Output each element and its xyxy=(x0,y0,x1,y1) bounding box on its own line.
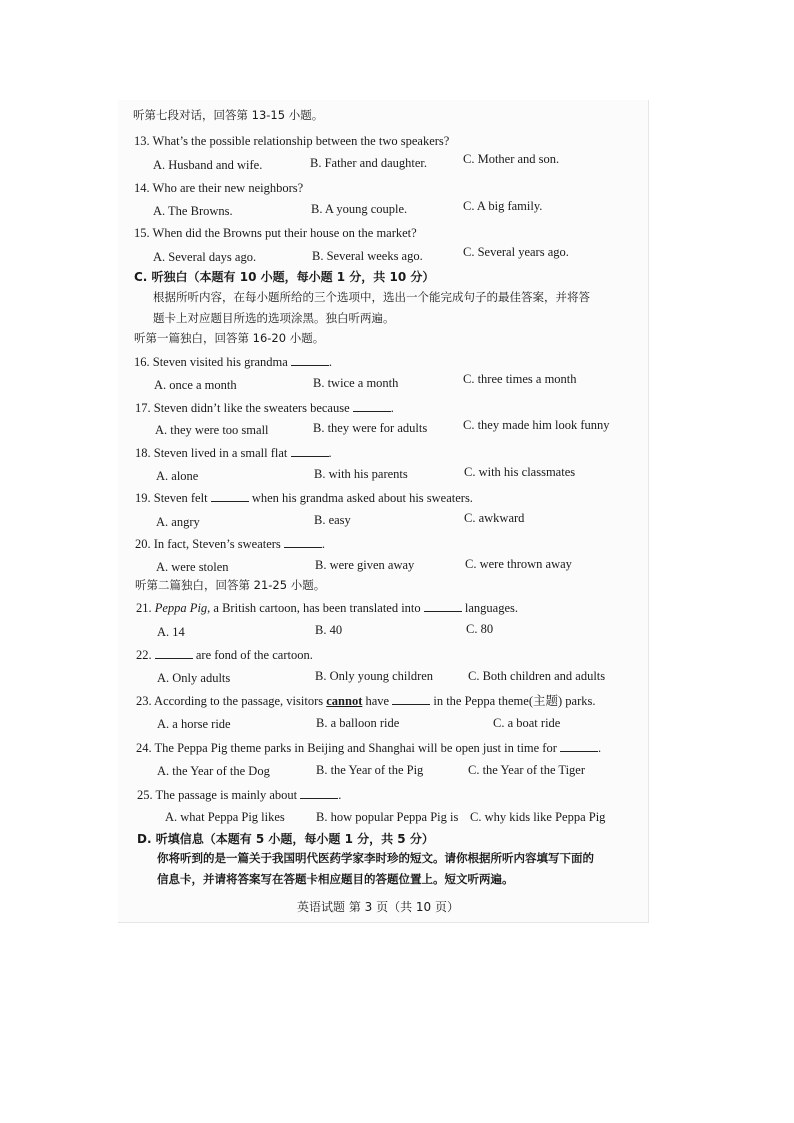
q18-stem-end: . xyxy=(328,446,332,460)
question-22 xyxy=(136,649,313,662)
question-18 xyxy=(135,447,332,460)
monologue-2-instruction: 听第二篇独白，回答第 21-25 小题。 xyxy=(135,578,326,592)
question-24 xyxy=(136,742,601,755)
answer-blank xyxy=(424,610,462,612)
question-19 xyxy=(135,492,473,505)
q17-option-b: B. they were for adults xyxy=(313,421,428,435)
q21-option-c: C. 80 xyxy=(466,622,494,636)
answer-blank xyxy=(560,750,598,752)
q18-option-b: B. with his parents xyxy=(314,467,408,481)
q19-stem-end: when his grandma asked about his sweaters. xyxy=(251,491,473,505)
q23-stem-mid: have xyxy=(365,694,390,708)
question-20 xyxy=(135,538,325,551)
answer-blank xyxy=(392,703,430,705)
section-d-title: D. 听填信息（本题有 5 小题，每小题 1 分，共 5 分） xyxy=(137,832,434,846)
q16-stem: 16. Steven visited his grandma xyxy=(134,355,288,369)
q14-option-b: B. A young couple. xyxy=(311,202,408,216)
answer-blank xyxy=(211,500,249,502)
section-d-instruction-line2: 信息卡，并请将答案写在答题卡相应题目的答题位置上。短文听两遍。 xyxy=(157,872,514,886)
q17-stem-end: . xyxy=(390,401,394,415)
q17-stem: 17. Steven didn’t like the sweaters because xyxy=(135,401,350,415)
q23-stem-end: in the Peppa theme(主题) parks. xyxy=(433,694,596,708)
q21-cartoon-title: Peppa Pig xyxy=(154,601,208,615)
q13-option-a: A. Husband and wife. xyxy=(153,158,263,172)
question-13: 13. What’s the possible relationship between the two speakers? xyxy=(134,134,450,148)
section-d-instruction-line1: 你将听到的是一篇关于我国明代医药学家李时珍的短文。请你根据所听内容填写下面的 xyxy=(157,851,594,865)
q25-stem: 25. The passage is mainly about xyxy=(137,788,298,802)
section-c-title: C. 听独白（本题有 10 小题，每小题 1 分，共 10 分） xyxy=(134,270,435,284)
question-14: 14. Who are their new neighbors? xyxy=(134,181,304,195)
q15-option-a: A. Several days ago. xyxy=(153,250,257,264)
question-15: 15. When did the Browns put their house on the market? xyxy=(134,226,417,240)
section-c-instruction-line2: 题卡上对应题目所选的选项涂黑。独白听两遍。 xyxy=(153,311,395,325)
q25-option-a: A. what Peppa Pig likes xyxy=(165,810,285,824)
q16-option-a: A. once a month xyxy=(154,378,237,392)
q25-option-b: B. how popular Peppa Pig is xyxy=(316,810,459,824)
q16-option-c: C. three times a month xyxy=(463,372,577,386)
q23-negation: cannot xyxy=(326,694,363,708)
q19-option-a: A. angry xyxy=(156,515,200,529)
question-16 xyxy=(134,356,332,369)
q19-option-c: C. awkward xyxy=(464,511,525,525)
q22-option-b: B. Only young children xyxy=(315,669,434,683)
q21-option-b: B. 40 xyxy=(315,623,343,637)
q14-option-c: C. A big family. xyxy=(463,199,543,213)
q25-stem-end: . xyxy=(338,788,342,802)
q20-option-b: B. were given away xyxy=(315,558,415,572)
q13-option-b: B. Father and daughter. xyxy=(310,156,427,170)
q20-stem: 20. In fact, Steven’s sweaters xyxy=(135,537,281,551)
q13-option-c: C. Mother and son. xyxy=(463,152,560,166)
q17-option-c: C. they made him look funny xyxy=(463,418,610,432)
q23-option-a: A. a horse ride xyxy=(157,717,231,731)
answer-blank xyxy=(284,546,322,548)
question-17 xyxy=(135,402,394,415)
q24-stem: 24. The Peppa Pig theme parks in Beijing and Shanghai will be open just in time for xyxy=(136,741,557,755)
q21-number: 21. xyxy=(136,601,152,615)
q24-stem-end: . xyxy=(598,741,602,755)
q14-option-a: A. The Browns. xyxy=(153,204,233,218)
q17-option-a: A. they were too small xyxy=(155,423,269,437)
q24-option-c: C. the Year of the Tiger xyxy=(468,763,586,777)
q23-option-b: B. a balloon ride xyxy=(316,716,400,730)
q23-stem: 23. According to the passage, visitors xyxy=(136,694,324,708)
q15-option-c: C. Several years ago. xyxy=(463,245,569,259)
q19-option-b: B. easy xyxy=(314,513,351,527)
q18-option-c: C. with his classmates xyxy=(464,465,576,479)
answer-blank xyxy=(155,657,193,659)
q24-option-a: A. the Year of the Dog xyxy=(157,764,270,778)
q20-option-a: A. were stolen xyxy=(156,560,229,574)
q15-option-b: B. Several weeks ago. xyxy=(312,249,423,263)
q20-option-c: C. were thrown away xyxy=(465,557,572,571)
q24-option-b: B. the Year of the Pig xyxy=(316,763,424,777)
q23-option-c: C. a boat ride xyxy=(493,716,561,730)
question-25 xyxy=(137,789,341,802)
q22-option-a: A. Only adults xyxy=(157,671,231,685)
q18-option-a: A. alone xyxy=(156,469,199,483)
q22-number: 22. xyxy=(136,648,152,662)
q16-option-b: B. twice a month xyxy=(313,376,399,390)
q25-option-c: C. why kids like Peppa Pig xyxy=(470,810,606,824)
dialogue-7-instruction: 听第七段对话，回答第 13-15 小题。 xyxy=(133,108,324,122)
q19-stem: 19. Steven felt xyxy=(135,491,208,505)
q21-stem: , a British cartoon, has been translated into xyxy=(207,601,421,615)
q20-stem-end: . xyxy=(321,537,326,551)
answer-blank xyxy=(291,455,329,457)
answer-blank xyxy=(353,410,391,412)
section-c-instruction-line1: 根据所听内容，在每小题所给的三个选项中，选出一个能完成句子的最佳答案，并将答 xyxy=(153,290,590,304)
answer-blank xyxy=(291,364,329,366)
q22-option-c: C. Both children and adults xyxy=(468,669,606,683)
q21-stem-end: languages. xyxy=(464,601,519,615)
question-23 xyxy=(136,695,595,708)
answer-blank xyxy=(300,797,338,799)
q16-stem-end: . xyxy=(328,355,333,369)
monologue-1-instruction: 听第一篇独白，回答第 16-20 小题。 xyxy=(134,331,325,345)
q18-stem: 18. Steven lived in a small flat xyxy=(135,446,288,460)
q21-option-a: A. 14 xyxy=(157,625,185,639)
q22-stem: are fond of the cartoon. xyxy=(195,648,313,662)
page-footer: 英语试题 第 3 页（共 10 页） xyxy=(297,900,459,914)
question-21 xyxy=(136,602,518,615)
